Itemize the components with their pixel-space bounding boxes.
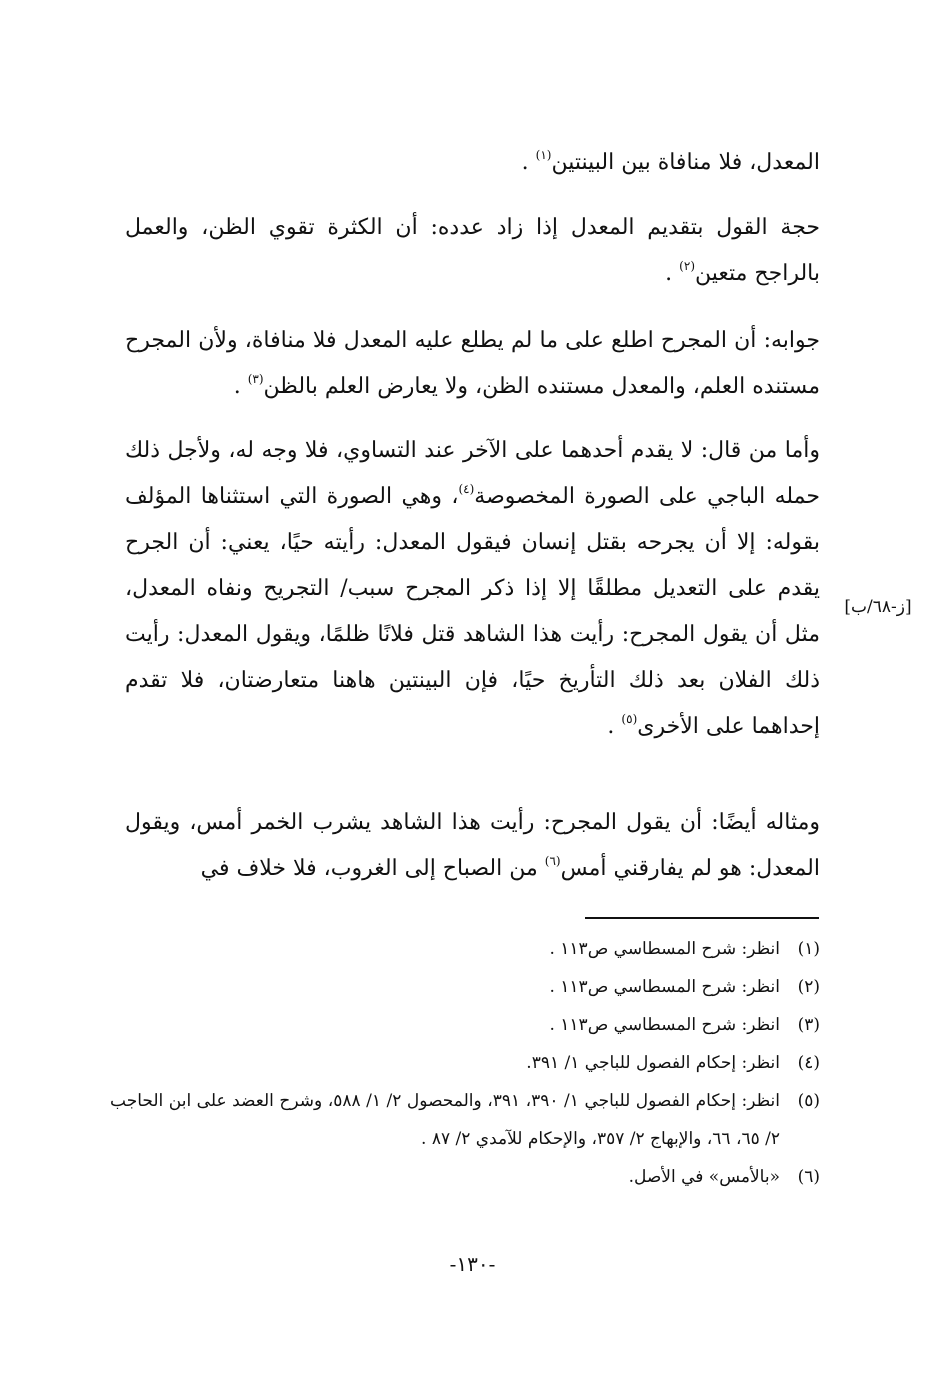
paragraph-4-tail: ، وهي الصورة التي استثناها المؤلف بقوله: إلا أن يجرحه بقتل إنسان فيقول المعدل: رأيته حيًا، يعني: أن الجرح يقدم على التعديل مطلقًا إلا إذا ذكر المجرح سبب/ التجريح ونفاه المعدل، مثل أن يقول المجرح: رأيت هذا الشاهد قتل فلانًا ظلمًا، ويقول المعدل: رأيت ذلك الفلان بعد ذلك التأريخ حيًا، فإن البينتين هاهنا متعارضتان، فلا تقدم إحداهما على الأخرى [125, 484, 820, 739]
paragraph-2 [125, 205, 820, 297]
footnote-ref-3[interactable]: (٣) [247, 372, 264, 386]
footnote-2 [110, 968, 820, 1006]
footnote-text: «بالأمس» في الأصل. [628, 1167, 780, 1187]
footnote-ref-4[interactable]: (٤) [458, 482, 475, 496]
paragraph-3-text: جوابه: أن المجرح اطلع على ما لم يطلع عليه المعدل فلا منافاة، ولأن المجرح مستنده العلم، والمعدل مستنده الظن، ولا يعارض العلم بالظن [125, 328, 820, 399]
footnote-ref-6[interactable]: (٦) [544, 854, 561, 868]
paragraph-5-text: ومثاله أيضًا: أن يقول المجرح: رأيت هذا الشاهد يشرب الخمر أمس، ويقول المعدل: هو لم يفارقني أمس [125, 810, 820, 881]
paragraph-5-tail: من الصباح إلى الغروب، فلا خلاف في [200, 856, 545, 881]
paragraph-4-text: وأما من قال: لا يقدم أحدهما على الآخر عند التساوي، فلا وجه له، ولأجل ذلك حمله الباجي على الصورة المخصوصة [125, 438, 820, 509]
paragraph-5 [125, 800, 820, 892]
paragraph-4 [125, 428, 820, 750]
footnote-1 [110, 930, 820, 968]
footnote-text: انظر: إحكام الفصول للباجي ١/ ٣٩١. [526, 1053, 780, 1073]
footnote-number: (٤) [797, 1053, 820, 1073]
footnote-divider [585, 917, 819, 919]
footnote-5 [110, 1082, 820, 1158]
manuscript-folio-marker: [ز-٦٨/ب] [844, 597, 912, 617]
footnote-ref-1[interactable]: (١) [535, 148, 552, 162]
footnote-4 [110, 1044, 820, 1082]
footnote-number: (٥) [797, 1091, 820, 1111]
footnote-3 [110, 1006, 820, 1044]
footnote-ref-2[interactable]: (٢) [679, 259, 695, 273]
footnote-number: (٦) [797, 1167, 820, 1187]
footnote-6 [110, 1158, 820, 1196]
page-number: -١٣٠- [449, 1252, 496, 1276]
paragraph-1-text: المعدل، فلا منافاة بين البينتين [551, 150, 820, 175]
paragraph-2-tail: . [665, 261, 680, 286]
footnote-text: انظر: شرح المسطاسي ص١١٣ . [549, 1015, 780, 1035]
footnote-text: انظر: شرح المسطاسي ص١١٣ . [549, 977, 780, 997]
paragraph-3-tail: . [233, 374, 248, 399]
paragraph-4-tail2: . [607, 714, 622, 739]
footnote-number: (٣) [797, 1015, 820, 1035]
footnotes-list [110, 930, 820, 1196]
footnote-text: انظر: إحكام الفصول للباجي ١/ ٣٩٠، ٣٩١، والمحصول ٢/ ١/ ٥٨٨، وشرح العضد على ابن الحاجب ٢/ ٦٥، ٦٦، والإبهاج ٢/ ٣٥٧، والإحكام للآمدي ٢/ ٨٧ . [110, 1091, 780, 1149]
footnote-number: (٢) [797, 977, 820, 997]
footnote-ref-5[interactable]: (٥) [621, 712, 638, 726]
paragraph-2-text: حجة القول بتقديم المعدل إذا زاد عدده: أن الكثرة تقوي الظن، والعمل بالراجح متعين [125, 215, 820, 286]
footnote-text: انظر: شرح المسطاسي ص١١٣ . [549, 939, 780, 959]
paragraph-1 [125, 140, 820, 186]
paragraph-3 [125, 318, 820, 410]
paragraph-1-tail: . [521, 150, 536, 175]
footnote-number: (١) [797, 939, 820, 959]
